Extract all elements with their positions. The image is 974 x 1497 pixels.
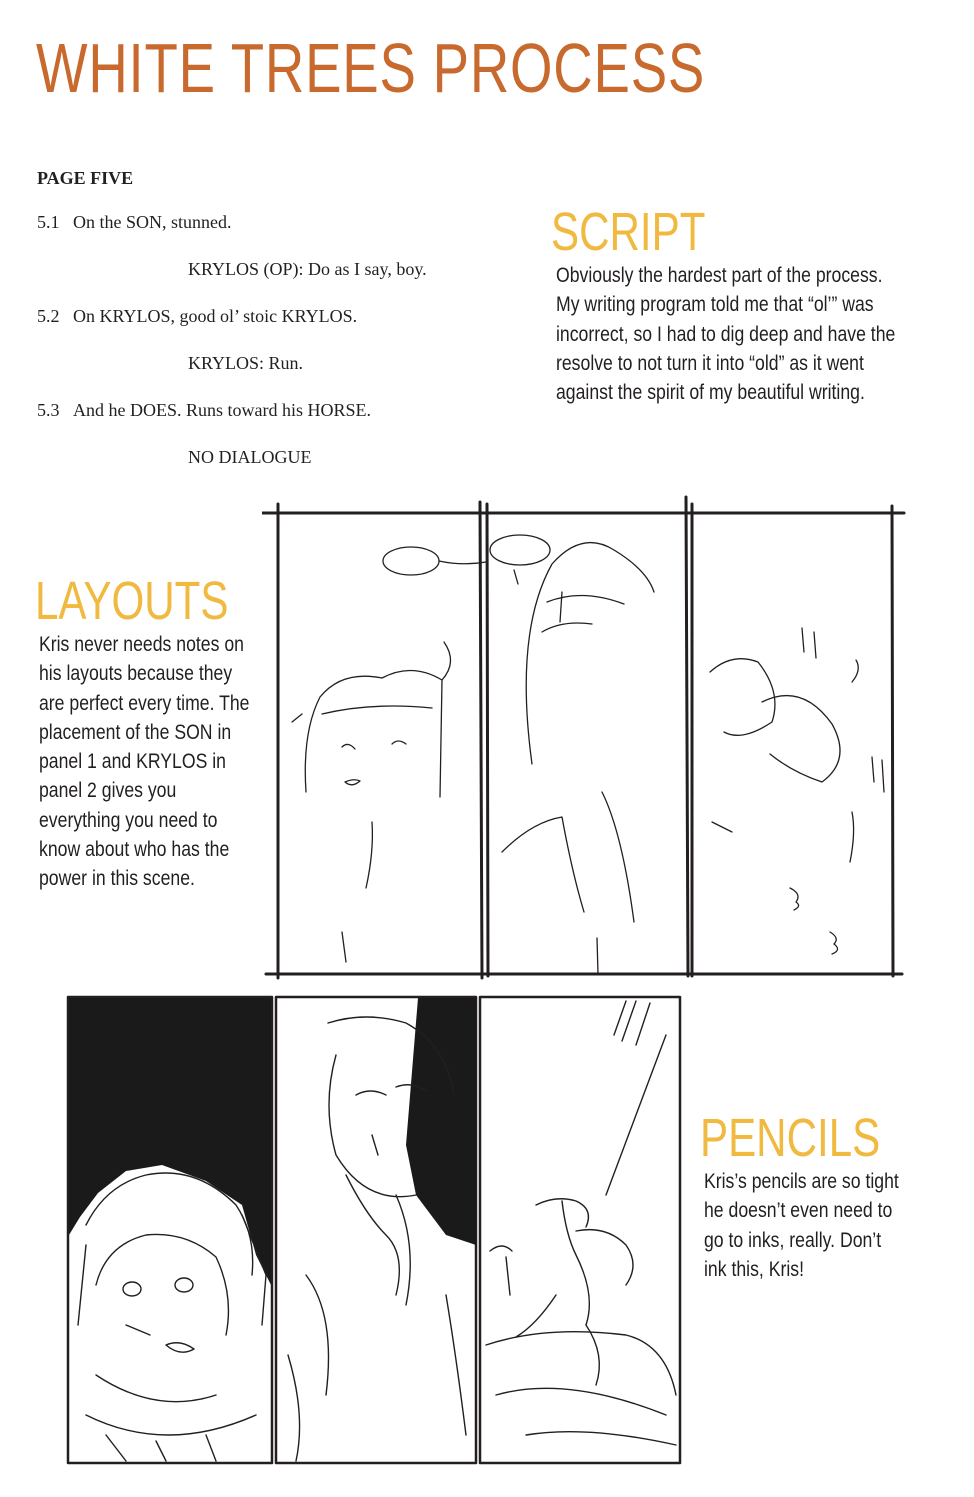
panel-description: And he DOES. Runs toward his HORSE. (73, 400, 372, 420)
panel-1-sketch (292, 547, 486, 962)
script-dialogue: KRYLOS: Run. (188, 353, 304, 373)
script-line-5-3 (37, 400, 507, 424)
page-title: WHITE TREES PROCESS (36, 29, 706, 107)
commentary-line: placement of the SON in (39, 720, 232, 744)
commentary-line: go to inks, really. Don’t (704, 1228, 882, 1252)
panel-description: On the SON, stunned. (73, 212, 232, 232)
commentary-line: Kris never needs notes on (39, 633, 244, 656)
commentary-line: My writing program told me that “ol’” was (556, 293, 874, 317)
script-dialogue: KRYLOS (OP): Do as I say, boy. (188, 259, 427, 279)
script-page-heading: PAGE FIVE (37, 168, 134, 188)
layouts-sketch (262, 492, 908, 984)
pencils-commentary (704, 1167, 948, 1284)
commentary-line: his layouts because they (39, 662, 233, 686)
pencil-panel-2-krylos (288, 998, 476, 1461)
script-commentary (556, 261, 909, 407)
script-line-5-2 (37, 306, 507, 330)
panel-number: 5.3 (37, 400, 60, 420)
commentary-line: know about who has the (39, 838, 230, 862)
layouts-heading: LAYOUTS (35, 571, 229, 631)
pencil-panel-3-running (486, 1001, 676, 1445)
commentary-line: Kris’s pencils are so tight (704, 1170, 899, 1193)
panel-description: On KRYLOS, good ol’ stoic KRYLOS. (73, 306, 358, 326)
script-dialogue: NO DIALOGUE (188, 447, 312, 467)
commentary-line: resolve to not turn it into “old” as it went (556, 351, 864, 375)
panel-number: 5.1 (37, 212, 60, 232)
commentary-line: ink this, Kris! (704, 1257, 804, 1281)
commentary-line: Obviously the hardest part of the process. (556, 264, 883, 287)
panel-number: 5.2 (37, 306, 60, 326)
pencils-artwork (66, 995, 686, 1465)
panel-2-sketch (490, 535, 654, 974)
pencil-panel-1-son (69, 998, 271, 1461)
commentary-line: panel 1 and KRYLOS in (39, 750, 226, 774)
commentary-line: incorrect, so I had to dig deep and have the (556, 322, 896, 346)
commentary-line: everything you need to (39, 808, 218, 832)
commentary-line: panel 2 gives you (39, 779, 177, 803)
panel-3-sketch (710, 628, 884, 954)
commentary-line: he doesn’t even need to (704, 1199, 893, 1223)
layouts-commentary (39, 630, 266, 894)
commentary-line: power in this scene. (39, 867, 195, 891)
commentary-line: are perfect every time. The (39, 691, 250, 715)
commentary-line: against the spirit of my beautiful writing. (556, 381, 865, 405)
script-excerpt (37, 168, 507, 494)
script-heading: SCRIPT (551, 202, 706, 262)
pencils-heading: PENCILS (700, 1108, 881, 1168)
script-line-5-1 (37, 212, 507, 236)
